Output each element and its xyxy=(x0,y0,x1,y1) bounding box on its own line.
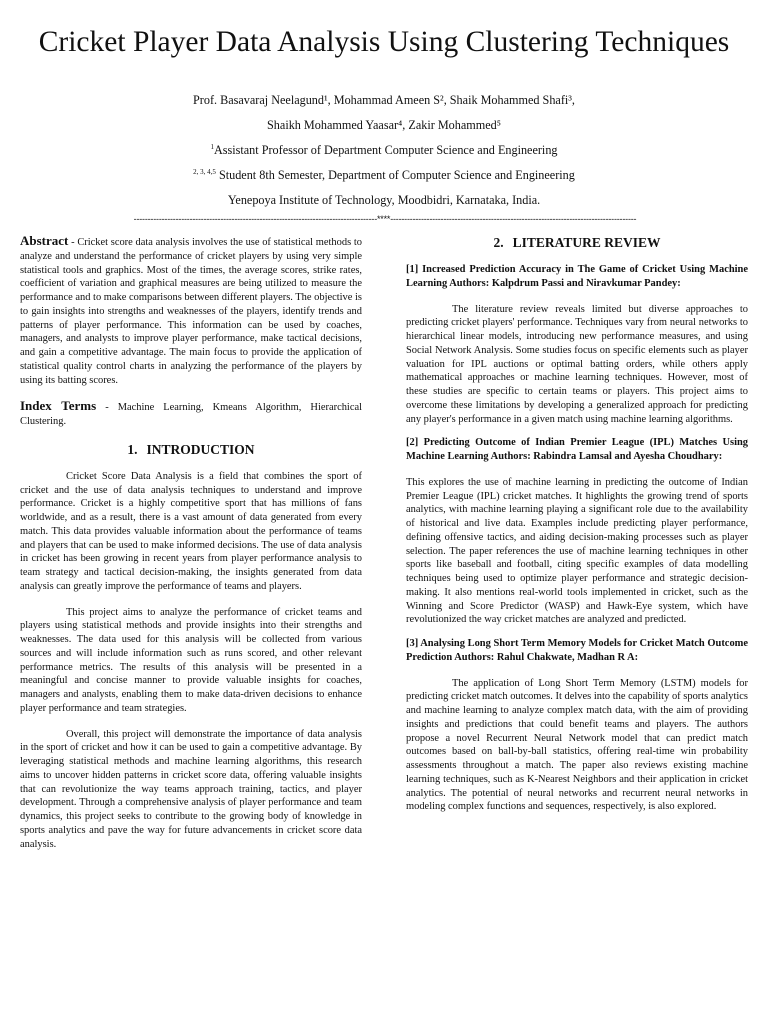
affiliation-1-marker: 1 xyxy=(210,143,214,151)
authors-line-2: Shaikh Mohammed Yaasar⁴, Zakir Mohammed⁵ xyxy=(267,118,501,132)
affiliation-1-text: Assistant Professor of Department Computer Science and Engineering xyxy=(213,143,558,157)
intro-paragraph: Cricket Score Data Analysis is a field that combines the sport of cricket and the use of data analysis techniques to understand and improve performance. Cricket is a highly competitive sport that has millions of fans worldwide, and as a result, there is a vast amount of data generated from every match. This data provides valuable information about the performance of teams and players that can be used to make informed decisions. The use of data analysis in cricket has been growing in recent years from player performance analysis to team strategy and tactical decision-making, the insights generated from data analysis can greatly improve the performance of teams and players. xyxy=(20,470,362,592)
section-heading-literature-review xyxy=(406,234,748,252)
authors-line-1: Prof. Basavaraj Neelagund¹, Mohammad Ameen S², Shaik Mohammed Shafi³, xyxy=(193,93,575,107)
reference-title: [1] Increased Prediction Accuracy in The Game of Cricket Using Machine Learning Authors: Kalpdrum Passi and Niravkumar Pandey: xyxy=(406,264,748,289)
intro-paragraph: Overall, this project will demonstrate the importance of data analysis in the sport of cricket and how it can be used to gain a competitive advantage. By leveraging statistical methods and machine learning algorithms, this research aims to uncover hidden patterns in cricket score data, offering valuable insights that can revolutionize the way teams approach training, tactics, and player development. Through a comprehensive analysis of player performance and team dynamics, this project seeks to contribute to the growing body of knowledge in sports analytics and pave the way for future advancements in cricket score data analysis. xyxy=(20,728,362,850)
section-title: LITERATURE REVIEW xyxy=(512,235,661,250)
abstract-label: Abstract xyxy=(20,233,69,248)
affiliation-1 xyxy=(0,141,768,166)
left-column xyxy=(20,234,362,851)
section-number: 1. xyxy=(127,441,138,457)
section-separator: ---------------------------------------------------------------------------------------****---------------------------------------------------------------------------------------- xyxy=(133,214,637,224)
section-title: INTRODUCTION xyxy=(146,441,255,457)
author-block xyxy=(0,91,768,216)
index-terms-label: Index Terms xyxy=(20,398,97,414)
reference-summary: The application of Long Short Term Memory (LSTM) models for predicting cricket match outcomes. It delves into the capability of sports analytics and machine learning to analyze complex match data, with the aim of providing insights and predictions that could benefit teams and players. The authors propose a novel Recurrent Neural Network model that can predict match outcomes based on ball-by-ball statistics, offering real-time win probability assessments throughout a match. The paper also reviews existing machine learning techniques, such as K-Nearest Neighbors and their application in cricket analytics. The potential of neural networks and recurrent neural networks in modeling complex functions and sequences, respectively, is also explored. xyxy=(406,677,748,813)
intro-paragraph: This project aims to analyze the performance of cricket teams and players using statistical methods and provide insights into their strengths and weaknesses. The data used for this analysis will be collected from various sources and will include information such as runs scored, and other relevant performance metrics. The results of this analysis will be presented in a meaningful and concise manner to provide valuable insights for coaches, managers and analysts, enabling them to make data-driven decisions to enhance player performance and team strategies. xyxy=(20,606,362,714)
index-terms xyxy=(20,399,362,429)
affiliation-2 xyxy=(0,166,768,191)
affiliation-2-marker: 2, 3, 4,5 xyxy=(193,168,216,176)
reference-summary: The literature review reveals limited but diverse approaches to predicting cricket players' performance. Techniques vary from neural networks to hierarchical linear models, introducing new performance measures, and using Social Network Analysis. Some studies focus on specific elements such as player valuation for IPL auctions or optimal batting orders, while others apply mathematical approaches or machine learning techniques. However, most of these studies are specific to certain teams or players. This project aims to overcome these limitations by developing a generalized approach for predicting any player's performance in a given match using machine learning algorithms. xyxy=(406,303,748,425)
reference-title: [3] Analysing Long Short Term Memory Models for Cricket Match Outcome Prediction Authors: Rahul Chakwate, Madhan R A: xyxy=(406,638,748,663)
right-column xyxy=(406,234,748,814)
section-heading-introduction xyxy=(20,441,362,459)
paper-title: Cricket Player Data Analysis Using Clustering Techniques xyxy=(38,26,730,58)
affiliation-2-text: Student 8th Semester, Department of Computer Science and Engineering xyxy=(218,168,575,182)
reference-summary: This explores the use of machine learning in predicting the outcome of Indian Premier League (IPL) cricket matches. It highlights the growing trend of sports analytics, with machine learning playing a significant role due to the availability of historical and live data. Examples include predicting player performance, defining offensive tactics, and aiding decision-making processes such as player selection. The paper references the use of machine learning techniques in other sports like baseball and football, citing specific examples of data modelling techniques being used to optimize player performance and strategic decision- making. It also mentions real-world tools implemented in cricket, such as the Winning and Score Predictor (WASP) and Hawk-Eye system, which have revolutionized the way cricket matches are analyzed and predicted. xyxy=(406,476,748,626)
index-terms-text: - Machine Learning, Kmeans Algorithm, Hierarchical Clustering. xyxy=(20,402,362,427)
section-number: 2. xyxy=(493,235,504,250)
abstract xyxy=(20,234,362,387)
affiliation-3: Yenepoya Institute of Technology, Moodbidri, Karnataka, India. xyxy=(227,193,541,207)
abstract-text: - Cricket score data analysis involves the use of statistical methods to analyze and understand the performance of cricket players by using very simple statistical tools and graphics. Most of the times, the average scores, strike rates, coefficient of variation and graphical measures are being utilized to measure the performance and to make comparisons between different players. The objective is to gain insights into strengths and weaknesses of the players, identify trends and patterns of player performance. This information can be used by coaches, managers, and analysts to improve player performance, make tactical decisions, and gain a competitive advantage. The main focus to provide the application of statistical quality control charts in analyzing the performance of the players by using its batting scores. xyxy=(20,237,362,386)
reference-title: [2] Predicting Outcome of Indian Premier League (IPL) Matches Using Machine Learning Authors: Rabindra Lamsal and Ayesha Choudhary: xyxy=(406,437,748,462)
